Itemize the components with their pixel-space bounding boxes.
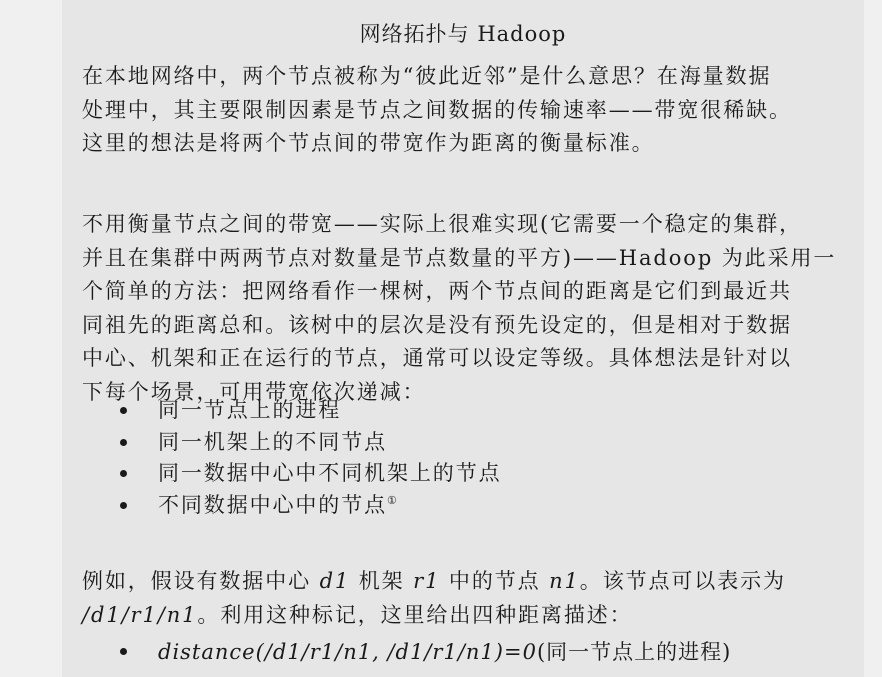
bullet-icon: [120, 407, 127, 414]
distance-formula: distance(/d1/r1/n1, /d1/r1/n1)=0: [158, 640, 537, 664]
text-line: 同祖先的距离总和。该树中的层次是没有预先设定的，但是相对于数据: [82, 312, 792, 337]
datacenter-name: d1: [319, 569, 351, 593]
list-item: [120, 427, 502, 459]
bullet-icon: [120, 439, 127, 446]
node-path: /d1/r1/n1: [82, 602, 198, 627]
text-line: 个简单的方法：把网络看作一棵树，两个节点间的距离是它们到最近共: [82, 279, 792, 303]
distance-note: (同一节点上的进程): [536, 640, 732, 664]
list-item: [120, 458, 502, 490]
text-segment: 机架: [350, 569, 414, 593]
text-segment: 例如，假设有数据中心: [82, 569, 320, 593]
bullet-icon: [120, 502, 127, 509]
text-line: 下每个场景，可用带宽依次递减：: [82, 379, 426, 404]
text-line: 中心、机架和正在运行的节点，通常可以设定等级。具体想法是针对以: [82, 346, 792, 370]
list-item-text: 不同数据中心中的节点: [158, 492, 387, 517]
text-segment: 。利用这种标记，这里给出四种距离描述：: [197, 602, 633, 627]
text-line: 并且在集群中两两节点对数量是节点数量的平方)——Hadoop 为此采用一: [82, 245, 837, 270]
sidebar-box: [62, 0, 864, 677]
footnote-marker: ①: [387, 493, 399, 507]
box-title: 网络拓扑与 Hadoop: [359, 22, 567, 46]
text-line: 在本地网络中，两个节点被称为“彼此近邻”是什么意思？在海量数据: [82, 64, 772, 88]
list-item-text: 同一数据中心中不同机架上的节点: [158, 461, 502, 485]
paragraph-method: [82, 208, 852, 409]
text-line: [82, 599, 852, 633]
list-item-text: 同一节点上的进程: [158, 398, 342, 422]
text-line: 这里的想法是将两个节点间的带宽作为距离的衡量标准。: [82, 131, 655, 155]
text-line: 不用衡量节点之间的带宽——实际上很难实现(它需要一个稳定的集群，: [82, 212, 802, 236]
rack-name: r1: [413, 569, 441, 593]
text-segment: 中的节点: [440, 569, 550, 593]
bullet-icon: [120, 648, 127, 655]
list-item: [120, 490, 502, 522]
text-line: [82, 565, 852, 599]
node-name: n1: [549, 569, 580, 593]
text-segment: 。该节点可以表示为: [579, 569, 786, 593]
list-item-distance: [120, 636, 731, 666]
paragraph-example: [82, 565, 852, 632]
text-line: 处理中，其主要限制因素是节点之间数据的传输速率——带宽很稀缺。: [82, 97, 792, 122]
list-item-text: 同一机架上的不同节点: [158, 429, 387, 454]
bandwidth-scenario-list: [120, 395, 502, 521]
list-item: [120, 395, 502, 427]
paragraph-intro: [82, 60, 852, 161]
bullet-icon: [120, 470, 127, 477]
